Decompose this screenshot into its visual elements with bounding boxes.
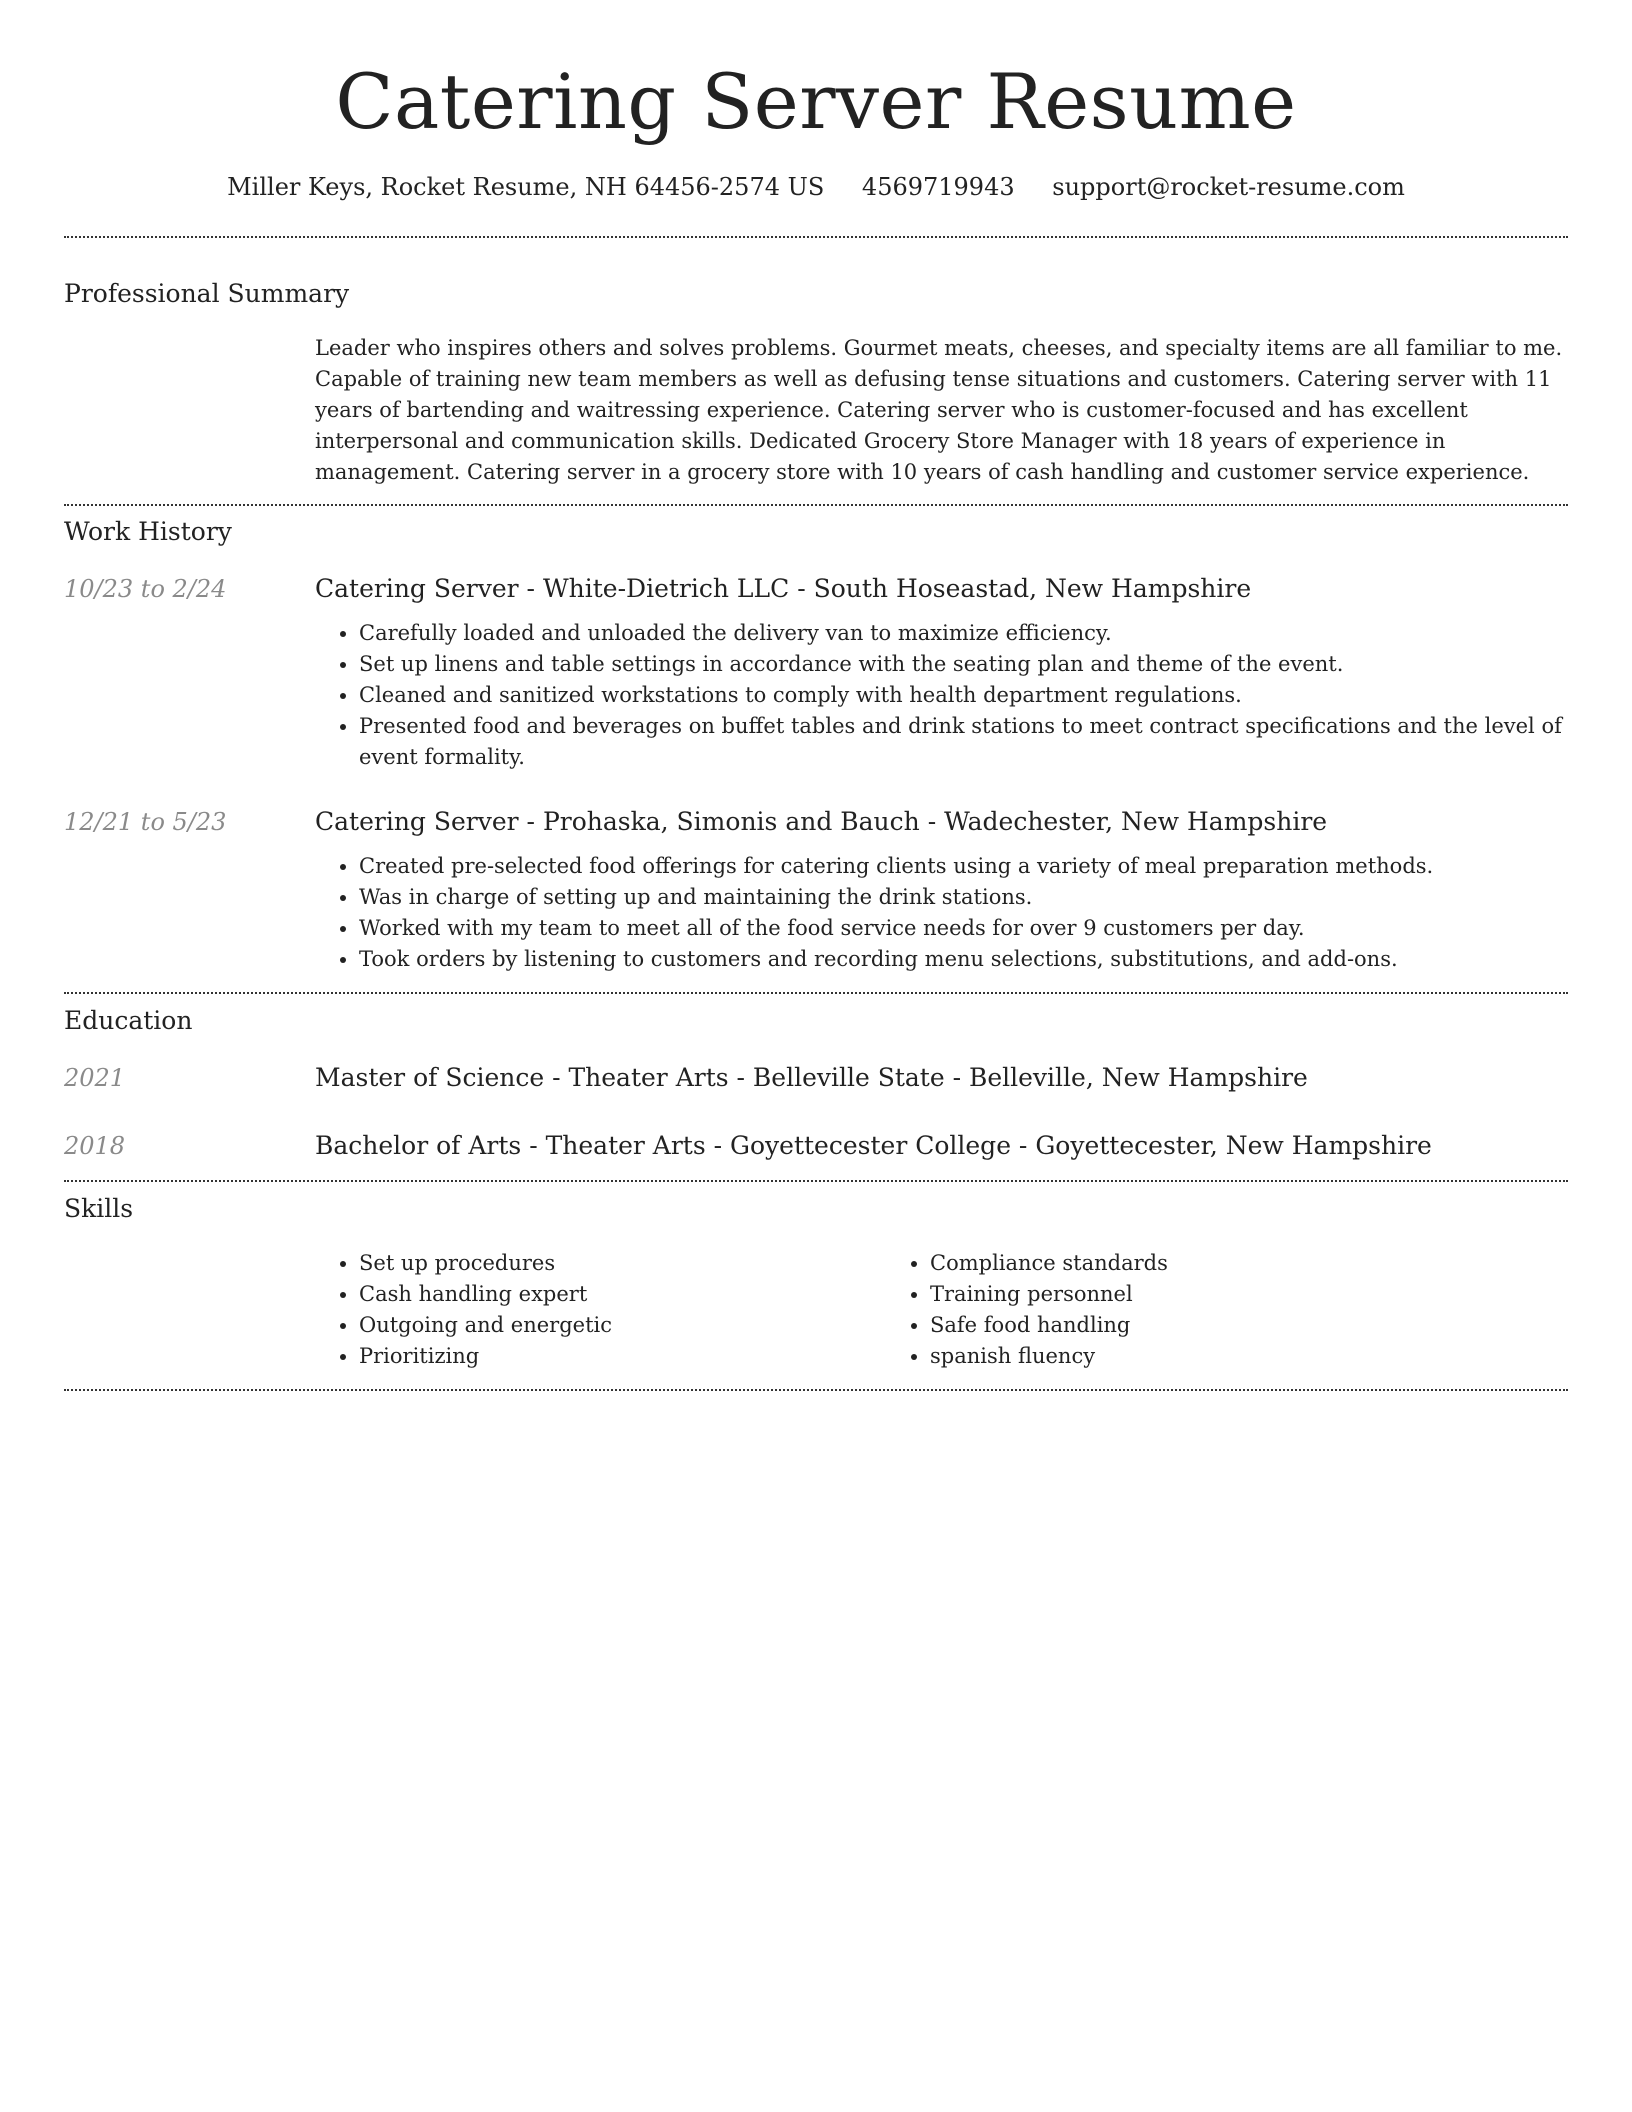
education-heading: Education [64,1006,193,1035]
job-dates: 10/23 to 2/24 [64,575,227,603]
job-entry [64,807,1568,975]
list-item: • Set up linens and table settings in accordance with the seating plan and theme of the event. [359,649,1568,680]
list-item: • Worked with my team to meet all of the food service needs for over 9 customers per day. [359,913,1568,944]
section-divider [64,1389,1568,1391]
summary-section [64,279,1568,488]
list-item: • Outgoing and energetic [359,1310,886,1341]
job-bullets [315,618,1568,773]
address: Miller Keys, Rocket Resume, NH 64456-2574 US [227,173,825,201]
skills-list-right [886,1248,1457,1372]
list-item: • Compliance standards [930,1248,1457,1279]
education-degree: Bachelor of Arts - Theater Arts - Goyettecester College - Goyettecester, New Hampshire [315,1131,1432,1160]
education-degree: Master of Science - Theater Arts - Belleville State - Belleville, New Hampshire [315,1063,1308,1092]
resume-page [64,0,1568,1391]
job-title: Catering Server - Prohaska, Simonis and Bauch - Wadechester, New Hampshire [315,807,1328,836]
list-item: • spanish fluency [930,1341,1457,1372]
skills-heading: Skills [64,1194,134,1223]
email: support@rocket-resume.com [1052,173,1405,201]
section-divider [64,992,1568,994]
education-year: 2021 [64,1064,126,1092]
section-divider [64,1180,1568,1182]
list-item: • Created pre-selected food offerings for catering clients using a variety of meal preparation methods. [359,851,1568,882]
list-item: • Cash handling expert [359,1279,886,1310]
job-entry [64,574,1568,773]
phone: 4569719943 [861,173,1015,201]
list-item: • Set up procedures [359,1248,886,1279]
list-item: • Safe food handling [930,1310,1457,1341]
work-heading: Work History [64,517,232,546]
skills-grid [315,1248,1568,1372]
job-title: Catering Server - White-Dietrich LLC - South Hoseastad, New Hampshire [315,574,1252,603]
summary-heading: Professional Summary [64,279,350,308]
education-entry [64,1131,1568,1161]
education-entry [64,1063,1568,1093]
list-item: • Presented food and beverages on buffet tables and drink stations to meet contract specifications and the level of event formality. [359,711,1568,773]
skills-section [64,1194,1568,1372]
education-section [64,1006,1568,1161]
job-details [315,574,1568,773]
contact-line [64,172,1568,202]
list-item: • Cleaned and sanitized workstations to comply with health department regulations. [359,680,1568,711]
job-dates: 12/21 to 5/23 [64,808,227,836]
section-divider [64,236,1568,238]
summary-row [64,333,1568,488]
section-divider [64,504,1568,506]
job-details [315,807,1568,975]
page-title: Catering Server Resume [335,57,1297,146]
work-section [64,517,1568,975]
summary-text: Leader who inspires others and solves problems. Gourmet meats, cheeses, and specialty items are all familiar to me. Capable of training new team members as well as defusing tense situations and customers. Catering server with 11 years of bartending and waitressing experience. Catering server who is customer-focused and has excellent interpersonal and communication skills. Dedicated Grocery Store Manager with 18 years of experience in management. Catering server in a grocery store with 10 years of cash handling and customer service experience. [315,336,1563,484]
list-item: • Training personnel [930,1279,1457,1310]
list-item: • Took orders by listening to customers and recording menu selections, substitutions, and add-ons. [359,944,1568,975]
list-item: • Was in charge of setting up and maintaining the drink stations. [359,882,1568,913]
list-item: • Prioritizing [359,1341,886,1372]
education-year: 2018 [64,1132,126,1160]
skills-row [64,1248,1568,1372]
job-bullets [315,851,1568,975]
skills-list-left [315,1248,886,1372]
list-item: • Carefully loaded and unloaded the delivery van to maximize efficiency. [359,618,1568,649]
